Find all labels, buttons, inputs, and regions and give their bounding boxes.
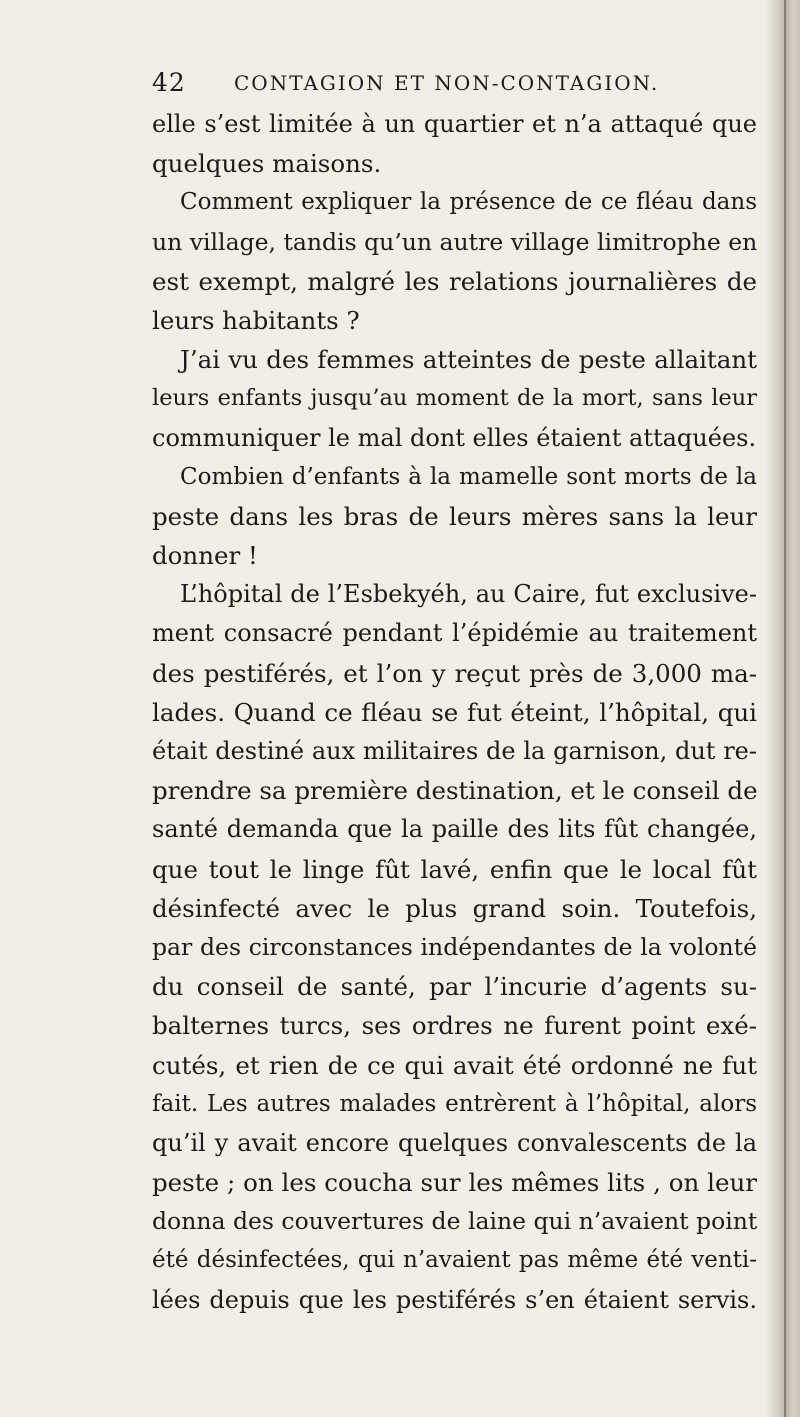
text-line: des pestiférés, et l’on y reçut près de 3,000 ma- bbox=[152, 658, 757, 688]
text-line: Combien d’enfants à la mamelle sont morts de la bbox=[180, 463, 757, 490]
text-line: fait. Les autres malades entrèrent à l’hôpital, alors bbox=[152, 1090, 757, 1117]
text-line: du conseil de santé, par l’incurie d’agents su- bbox=[152, 972, 757, 1002]
text-line: communiquer le mal dont elles étaient attaquées. bbox=[152, 423, 757, 452]
text-line: quelques maisons. bbox=[152, 149, 382, 179]
text-line: été désinfectées, qui n’avaient pas même été venti- bbox=[152, 1247, 757, 1274]
text-line: elle s’est limitée à un quartier et n’a attaqué que bbox=[152, 110, 757, 138]
text-line: peste ; on les coucha sur les mêmes lits , on leur bbox=[152, 1168, 757, 1198]
text-line: était destiné aux militaires de la garnison, dut re- bbox=[152, 737, 757, 765]
text-line: lées depuis que les pestiférés s’en étaient servis. bbox=[152, 1285, 757, 1314]
page-header bbox=[152, 68, 712, 100]
page-number: 42 bbox=[152, 68, 186, 97]
text-line: donna des couvertures de laine qui n’avaient point bbox=[152, 1207, 758, 1236]
text-line: ment consacré pendant l’épidémie au traitement bbox=[152, 619, 757, 648]
running-title: CONTAGION ET NON-CONTAGION. bbox=[234, 71, 660, 95]
text-line: que tout le linge fût lavé, enfin que le local fût bbox=[152, 854, 757, 884]
text-line: désinfecté avec le plus grand soin. Toutefois, bbox=[152, 893, 757, 923]
text-line: J’ai vu des femmes atteintes de peste allaitant bbox=[180, 345, 757, 375]
text-line: leurs enfants jusqu’au moment de la mort, sans leur bbox=[152, 385, 757, 412]
body-text bbox=[152, 105, 757, 1320]
page-gutter-shadow bbox=[766, 0, 800, 1417]
text-line: santé demanda que la paille des lits fût changée, bbox=[152, 815, 757, 844]
text-line: qu’il y avait encore quelques convalescents de la bbox=[152, 1128, 757, 1157]
text-line: par des circonstances indépendantes de la volonté bbox=[152, 932, 757, 961]
text-line: est exempt, malgré les relations journalières de bbox=[152, 266, 757, 296]
text-line: cutés, et rien de ce qui avait été ordonné ne fut bbox=[152, 1050, 757, 1080]
text-line: lades. Quand ce fléau se fut éteint, l’hôpital, qui bbox=[152, 697, 757, 727]
text-line: leurs habitants ? bbox=[152, 305, 360, 335]
text-line: Comment expliquer la présence de ce fléau dans bbox=[180, 189, 757, 216]
text-line: balternes turcs, ses ordres ne furent point exé- bbox=[152, 1011, 757, 1041]
text-line: prendre sa première destination, et le conseil de bbox=[152, 776, 758, 806]
page-edge-line bbox=[784, 0, 786, 1417]
text-line: peste dans les bras de leurs mères sans la leur bbox=[152, 501, 757, 531]
text-line: L’hôpital de l’Esbekyéh, au Caire, fut exclusive- bbox=[180, 580, 757, 609]
text-line: un village, tandis qu’un autre village limitrophe en bbox=[152, 227, 758, 256]
text-line: donner ! bbox=[152, 541, 258, 571]
